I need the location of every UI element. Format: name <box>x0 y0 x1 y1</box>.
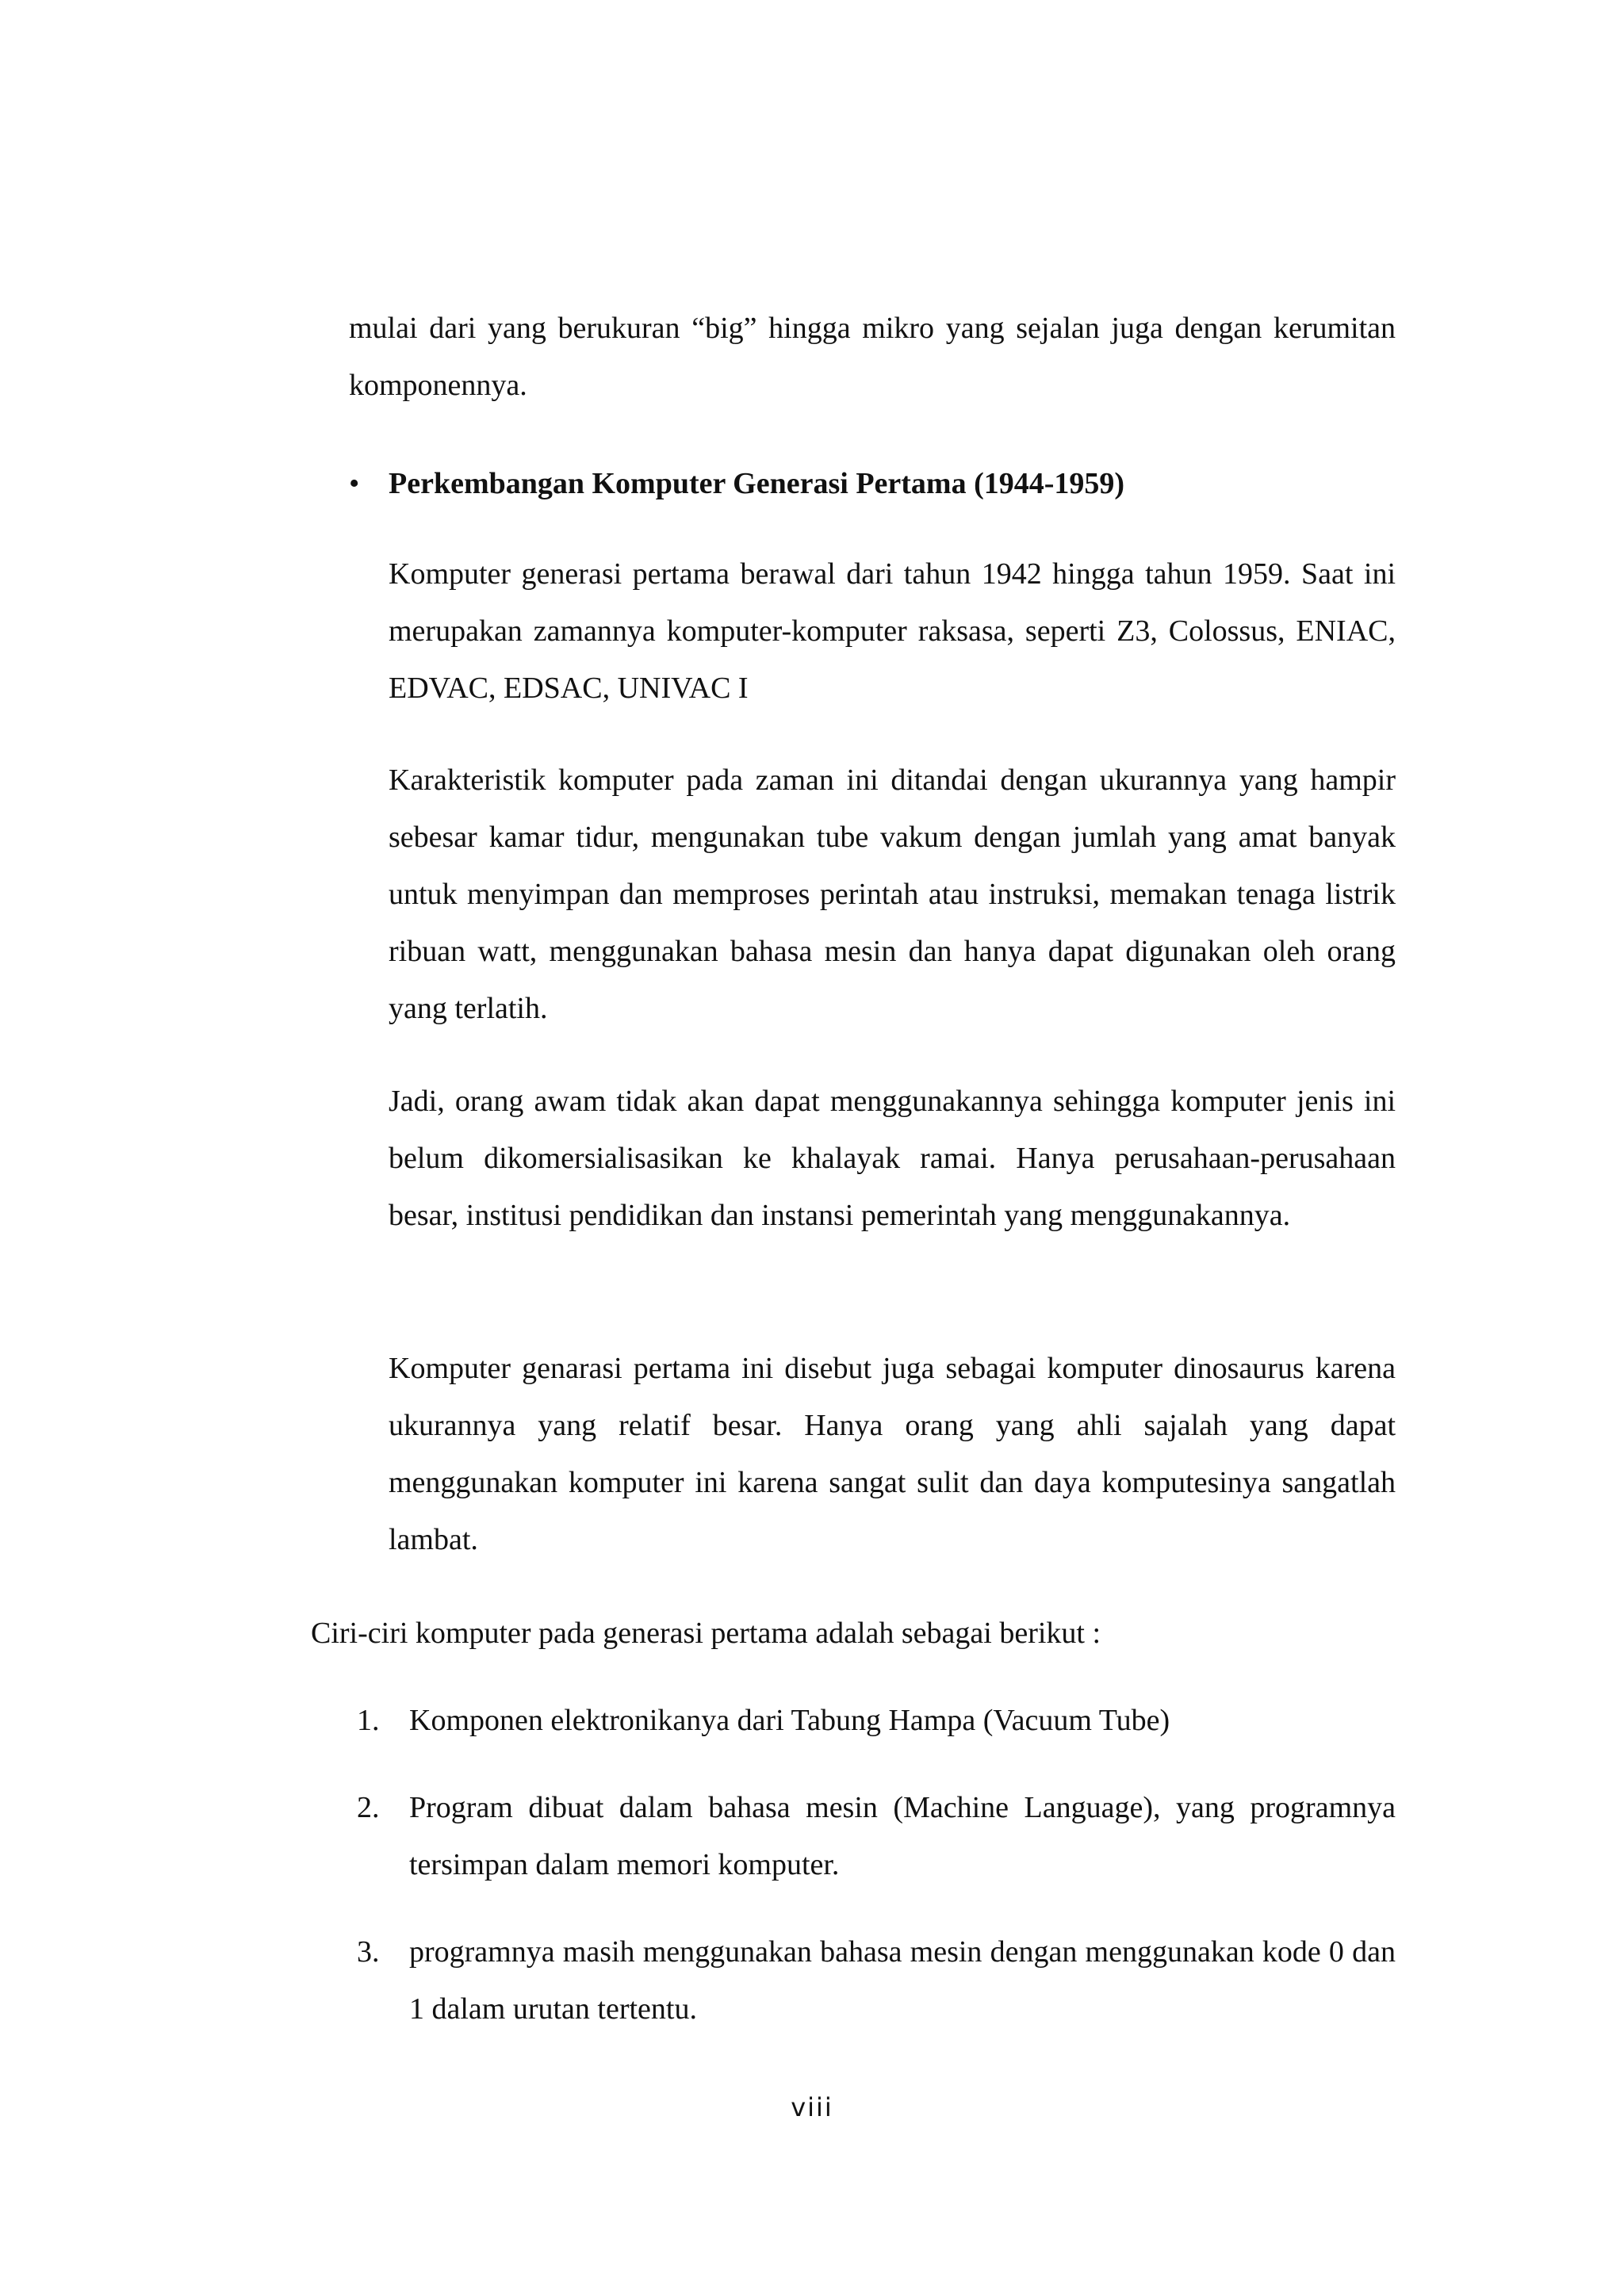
list-item-text: Komponen elektronikanya dari Tabung Hampa (Vacuum Tube) <box>409 1704 1170 1737</box>
list-item-number: 1. <box>357 1704 380 1737</box>
list-item-text: programnya masih menggunakan bahasa mesin dengan menggunakan kode 0 dan 1 dalam urutan tertentu. <box>409 1935 1396 2026</box>
section-paragraph-3: Jadi, orang awam tidak akan dapat menggunakannya sehingga komputer jenis ini belum dikomersialisasikan ke khalayak ramai. Hanya perusahaan-perusahaan besar, institusi pendidikan dan instansi pemerintah yang menggunakannya. <box>389 1085 1396 1232</box>
list-item <box>349 1923 1396 2038</box>
characteristics-list <box>349 1692 1396 2068</box>
list-item <box>349 1779 1396 1893</box>
characteristics-lead-in: Ciri-ciri komputer pada generasi pertama adalah sebagai berikut : <box>311 1617 1101 1650</box>
intro-paragraph: mulai dari yang berukuran “big” hingga mikro yang sejalan juga dengan kerumitan komponennya. <box>349 312 1396 402</box>
page-number: viii <box>791 2092 833 2122</box>
list-item-text: Program dibuat dalam bahasa mesin (Machine Language), yang programnya tersimpan dalam memori komputer. <box>409 1791 1396 1881</box>
list-item <box>349 1692 1396 1749</box>
bullet-icon: • <box>349 467 360 500</box>
section-paragraph-2: Karakteristik komputer pada zaman ini ditandai dengan ukurannya yang hampir sebesar kamar tidur, mengunakan tube vakum dengan jumlah yang amat banyak untuk menyimpan dan memproses perintah atau instruksi, memakan tenaga listrik ribuan watt, menggunakan bahasa mesin dan hanya dapat digunakan oleh orang yang terlatih. <box>389 763 1396 1025</box>
section-heading-text: Perkembangan Komputer Generasi Pertama (1944-1959) <box>389 467 1125 500</box>
section-paragraph-1: Komputer generasi pertama berawal dari tahun 1942 hingga tahun 1959. Saat ini merupakan zamannya komputer-komputer raksasa, seperti Z3, Colossus, ENIAC, EDVAC, EDSAC, UNIVAC I <box>389 557 1396 705</box>
list-item-number: 2. <box>357 1791 380 1824</box>
section-paragraph-4: Komputer genarasi pertama ini disebut juga sebagai komputer dinosaurus karena ukurannya yang relatif besar. Hanya orang yang ahli sajalah yang dapat menggunakan komputer ini karena sangat sulit dan daya komputesinya sangatlah lambat. <box>389 1352 1396 1556</box>
list-item-number: 3. <box>357 1935 380 1969</box>
